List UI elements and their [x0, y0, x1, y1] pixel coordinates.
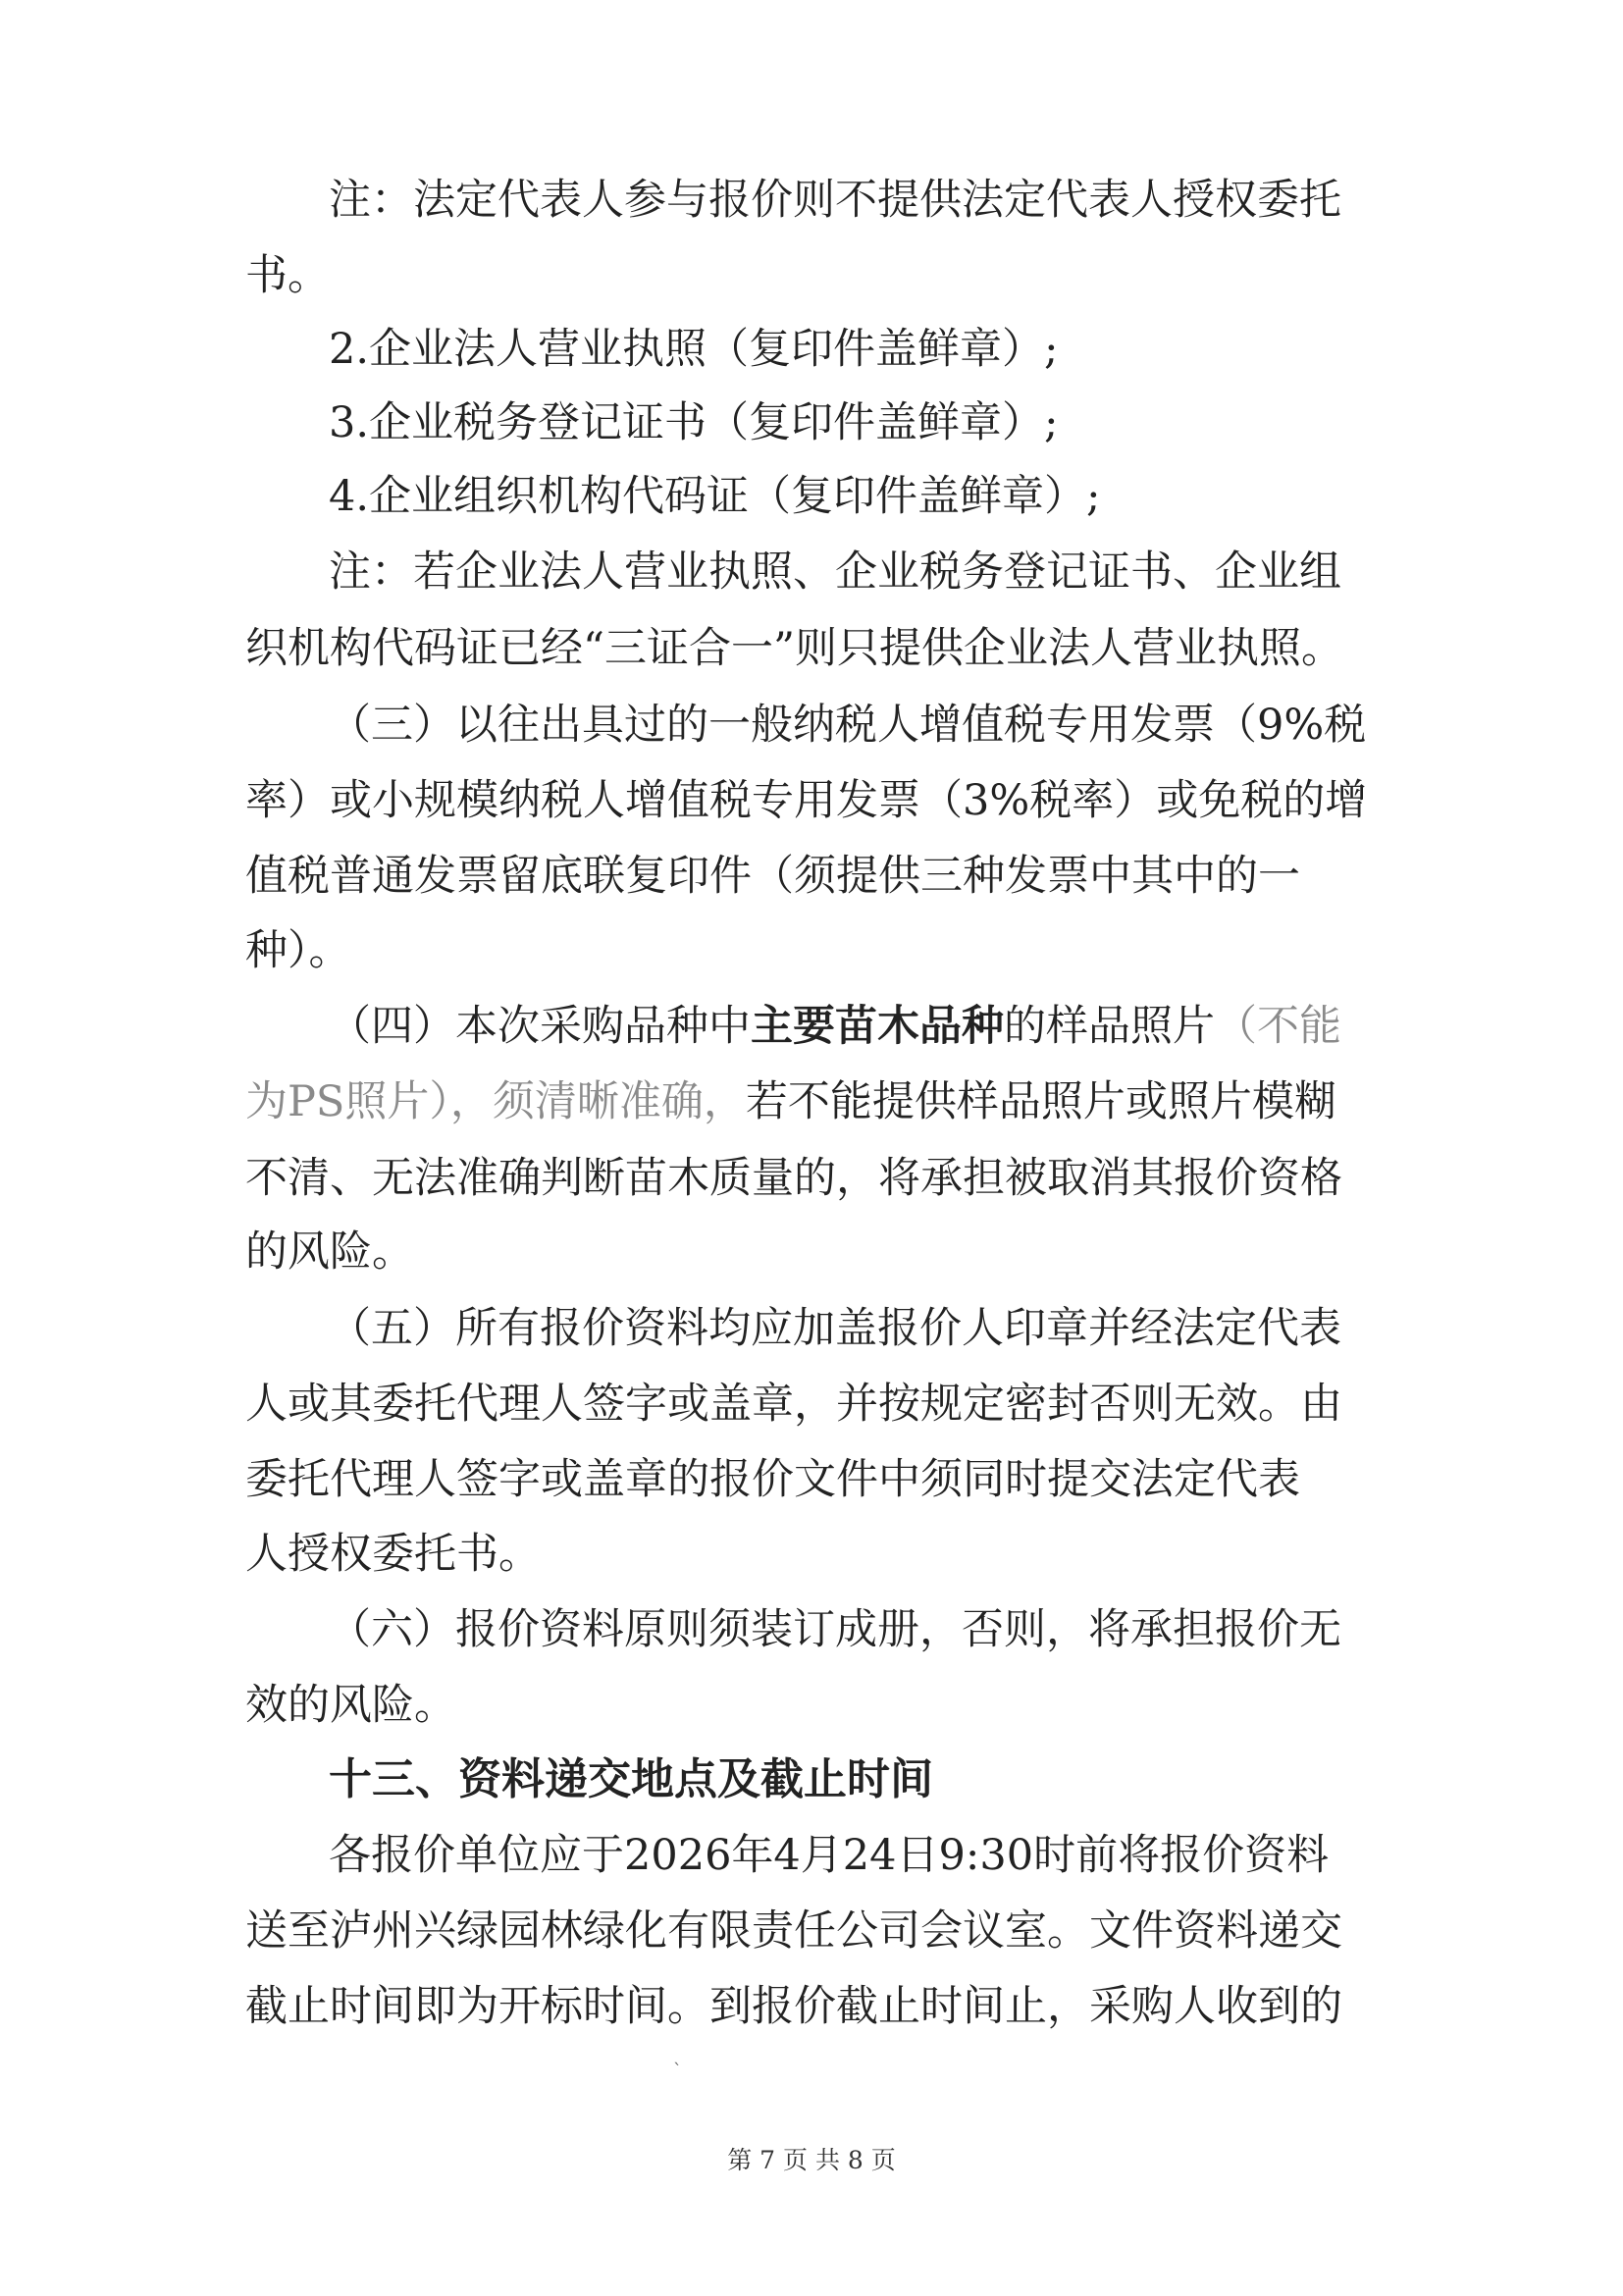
- scan-mark: ˋ: [673, 2061, 682, 2081]
- section-3-line: 值税普通发票留底联复印件（须提供三种发票中其中的一: [245, 852, 1300, 901]
- section-4-line: 不清、无法准确判断苗木质量的，将承担被取消其报价资格: [245, 1154, 1342, 1203]
- section-heading: 十三、资料递交地点及截止时间: [329, 1754, 933, 1804]
- section-4-line: [329, 1002, 1341, 1051]
- paragraph-line: 送至泸州兴绿园林绿化有限责任公司会议室。文件资料递交: [245, 1906, 1342, 1956]
- note-line: 注：若企业法人营业执照、企业税务登记证书、企业组: [329, 548, 1341, 597]
- section-3-line: 率）或小规模纳税人增值税专用发票（3%税率）或免税的增: [245, 776, 1368, 825]
- section-4-line: 的风险。: [245, 1227, 414, 1277]
- section-4-line: [245, 1077, 1336, 1126]
- paragraph-line: 各报价单位应于2026年4月24日9:30时前将报价资料: [329, 1831, 1330, 1880]
- section-4-faded-text: 为PS照片），须清晰准确，: [245, 1077, 746, 1126]
- section-6-line: （六）报价资料原则须装订成册，否则，将承担报价无: [329, 1605, 1341, 1654]
- section-3-line: 种）。: [245, 926, 351, 975]
- section-6-line: 效的风险。: [245, 1681, 456, 1730]
- page-number-footer: 第 7 页 共 8 页: [727, 2146, 896, 2174]
- note-line: 织机构代码证已经“三证合一”则只提供企业法人营业执照。: [245, 624, 1343, 673]
- section-5-line: （五）所有报价资料均应加盖报价人印章并经法定代表: [329, 1304, 1341, 1353]
- list-item: 2.企业法人营业执照（复印件盖鲜章）;: [329, 325, 1059, 374]
- section-4-text: 若不能提供样品照片或照片模糊: [745, 1077, 1336, 1126]
- section-4-faded-text: （不能: [1215, 1002, 1341, 1051]
- key-species-text: 主要苗木品种: [751, 1002, 1004, 1051]
- list-item: 3.企业税务登记证书（复印件盖鲜章）;: [329, 398, 1059, 447]
- section-4-text: 的样品照片: [1004, 1002, 1215, 1051]
- section-5-line: 人授权委托书。: [245, 1530, 541, 1579]
- section-5-line: 委托代理人签字或盖章的报价文件中须同时提交法定代表: [245, 1455, 1300, 1504]
- note-line: 书。: [245, 251, 330, 300]
- section-4-text: （四）本次采购品种中: [329, 1002, 751, 1051]
- section-5-line: 人或其委托代理人签字或盖章，并按规定密封否则无效。由: [245, 1380, 1342, 1429]
- list-item: 4.企业组织机构代码证（复印件盖鲜章）;: [329, 472, 1101, 521]
- section-3-line: （三）以往出具过的一般纳税人增值税专用发票（9%税: [329, 701, 1367, 750]
- paragraph-line: 截止时间即为开标时间。到报价截止时间止，采购人收到的: [245, 1982, 1342, 2031]
- note-line: 注：法定代表人参与报价则不提供法定代表人授权委托: [329, 176, 1341, 225]
